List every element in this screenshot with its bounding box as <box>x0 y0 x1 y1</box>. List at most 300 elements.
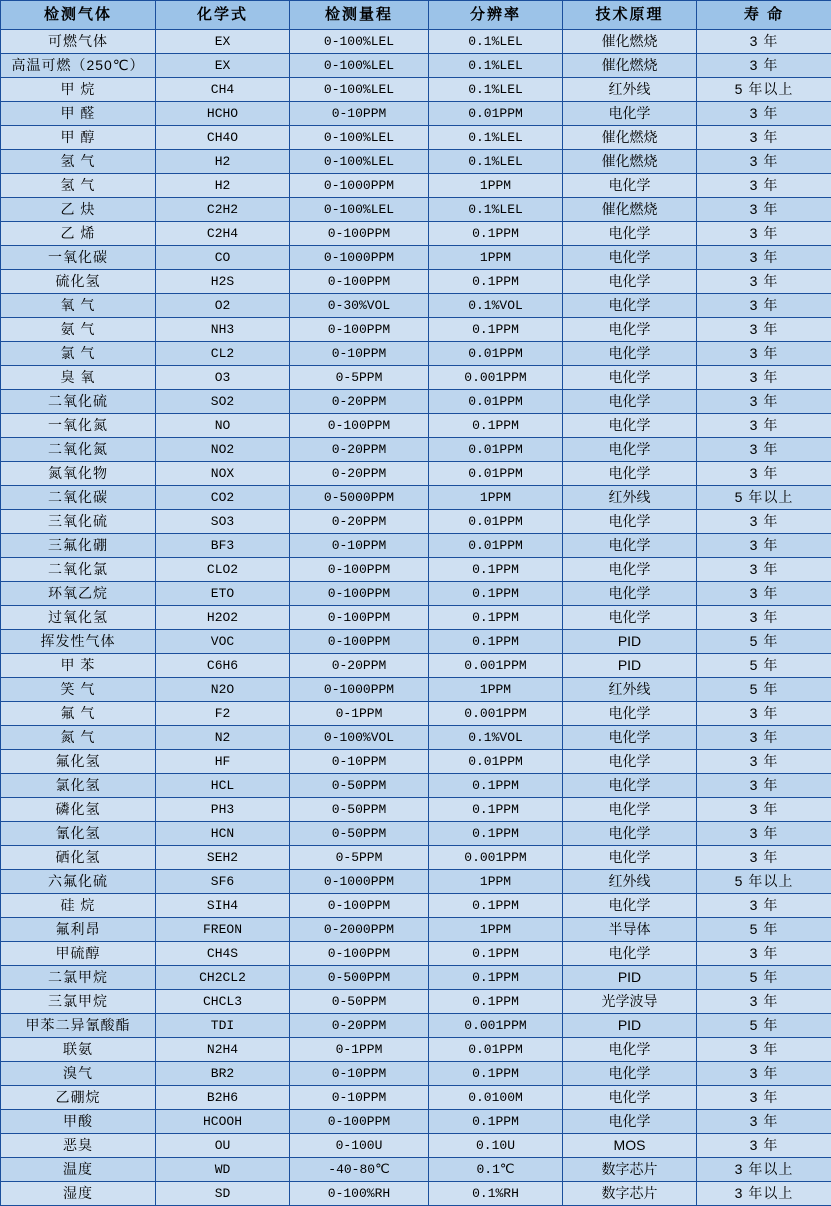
cell-technology: 电化学 <box>563 1086 697 1110</box>
cell-resolution: 0.1PPM <box>429 774 563 798</box>
cell-gas-name: 乙 烯 <box>1 222 156 246</box>
cell-detection-range: 0-10PPM <box>290 1062 429 1086</box>
table-row <box>1 318 831 342</box>
cell-detection-range: 0-100PPM <box>290 270 429 294</box>
cell-lifespan: 3 年 <box>697 462 831 486</box>
cell-chemical-formula: SD <box>156 1182 290 1206</box>
cell-lifespan: 3 年 <box>697 198 831 222</box>
cell-detection-range: 0-100PPM <box>290 942 429 966</box>
table-row <box>1 702 831 726</box>
cell-resolution: 1PPM <box>429 174 563 198</box>
cell-technology: 电化学 <box>563 582 697 606</box>
cell-lifespan: 3 年 <box>697 582 831 606</box>
cell-gas-name: 高温可燃（250℃） <box>1 54 156 78</box>
table-row <box>1 150 831 174</box>
cell-resolution: 1PPM <box>429 246 563 270</box>
cell-resolution: 0.001PPM <box>429 654 563 678</box>
cell-detection-range: 0-1000PPM <box>290 870 429 894</box>
table-row <box>1 366 831 390</box>
cell-lifespan: 3 年 <box>697 54 831 78</box>
cell-chemical-formula: H2 <box>156 174 290 198</box>
cell-chemical-formula: N2O <box>156 678 290 702</box>
table-row <box>1 1014 831 1038</box>
cell-lifespan: 3 年 <box>697 270 831 294</box>
table-row <box>1 726 831 750</box>
cell-technology: MOS <box>563 1134 697 1158</box>
cell-chemical-formula: CH4O <box>156 126 290 150</box>
cell-chemical-formula: CO2 <box>156 486 290 510</box>
cell-resolution: 0.001PPM <box>429 1014 563 1038</box>
cell-detection-range: 0-1000PPM <box>290 678 429 702</box>
cell-gas-name: 三氧化硫 <box>1 510 156 534</box>
cell-lifespan: 3 年以上 <box>697 1182 831 1206</box>
cell-lifespan: 5 年以上 <box>697 78 831 102</box>
cell-detection-range: 0-100PPM <box>290 558 429 582</box>
cell-technology: 电化学 <box>563 846 697 870</box>
cell-chemical-formula: EX <box>156 30 290 54</box>
cell-chemical-formula: H2 <box>156 150 290 174</box>
cell-detection-range: 0-100PPM <box>290 606 429 630</box>
cell-lifespan: 3 年 <box>697 822 831 846</box>
cell-chemical-formula: NH3 <box>156 318 290 342</box>
cell-lifespan: 3 年 <box>697 126 831 150</box>
cell-detection-range: 0-1000PPM <box>290 174 429 198</box>
cell-gas-name: 甲苯二异氰酸酯 <box>1 1014 156 1038</box>
cell-lifespan: 3 年 <box>697 294 831 318</box>
cell-lifespan: 3 年 <box>697 798 831 822</box>
cell-lifespan: 3 年 <box>697 222 831 246</box>
cell-resolution: 0.01PPM <box>429 510 563 534</box>
cell-resolution: 0.1PPM <box>429 966 563 990</box>
cell-detection-range: 0-5000PPM <box>290 486 429 510</box>
cell-detection-range: 0-100%LEL <box>290 54 429 78</box>
cell-technology: 电化学 <box>563 246 697 270</box>
cell-gas-name: 六氟化硫 <box>1 870 156 894</box>
table-row <box>1 1038 831 1062</box>
column-header-lifespan: 寿 命 <box>697 1 831 30</box>
cell-chemical-formula: HCHO <box>156 102 290 126</box>
cell-resolution: 0.1PPM <box>429 606 563 630</box>
cell-gas-name: 氯 气 <box>1 342 156 366</box>
cell-detection-range: 0-500PPM <box>290 966 429 990</box>
table-row <box>1 198 831 222</box>
cell-gas-name: 甲酸 <box>1 1110 156 1134</box>
cell-chemical-formula: PH3 <box>156 798 290 822</box>
cell-technology: 电化学 <box>563 1062 697 1086</box>
cell-lifespan: 3 年 <box>697 342 831 366</box>
cell-chemical-formula: CHCL3 <box>156 990 290 1014</box>
cell-lifespan: 3 年 <box>697 702 831 726</box>
cell-gas-name: 三氟化硼 <box>1 534 156 558</box>
cell-technology: 红外线 <box>563 870 697 894</box>
cell-lifespan: 3 年 <box>697 990 831 1014</box>
cell-detection-range: 0-20PPM <box>290 510 429 534</box>
cell-gas-name: 过氧化氢 <box>1 606 156 630</box>
cell-resolution: 0.1PPM <box>429 318 563 342</box>
cell-technology: 电化学 <box>563 174 697 198</box>
table-row <box>1 918 831 942</box>
cell-chemical-formula: HCL <box>156 774 290 798</box>
cell-resolution: 0.1%VOL <box>429 294 563 318</box>
table-row <box>1 1110 831 1134</box>
cell-gas-name: 可燃气体 <box>1 30 156 54</box>
cell-gas-name: 氨 气 <box>1 318 156 342</box>
cell-detection-range: 0-10PPM <box>290 750 429 774</box>
cell-technology: 电化学 <box>563 750 697 774</box>
cell-technology: 电化学 <box>563 822 697 846</box>
cell-lifespan: 3 年 <box>697 1038 831 1062</box>
table-row <box>1 54 831 78</box>
cell-chemical-formula: H2O2 <box>156 606 290 630</box>
cell-gas-name: 三氯甲烷 <box>1 990 156 1014</box>
cell-gas-name: 一氧化碳 <box>1 246 156 270</box>
cell-gas-name: 环氧乙烷 <box>1 582 156 606</box>
cell-gas-name: 氮 气 <box>1 726 156 750</box>
cell-chemical-formula: CO <box>156 246 290 270</box>
cell-detection-range: 0-100PPM <box>290 318 429 342</box>
table-row <box>1 1086 831 1110</box>
table-row <box>1 582 831 606</box>
cell-technology: 电化学 <box>563 702 697 726</box>
table-row <box>1 270 831 294</box>
cell-resolution: 0.1PPM <box>429 270 563 294</box>
cell-technology: 催化燃烧 <box>563 30 697 54</box>
cell-technology: 电化学 <box>563 438 697 462</box>
cell-lifespan: 3 年 <box>697 846 831 870</box>
cell-lifespan: 3 年 <box>697 150 831 174</box>
cell-technology: 催化燃烧 <box>563 150 697 174</box>
table-row <box>1 846 831 870</box>
cell-detection-range: 0-5PPM <box>290 846 429 870</box>
cell-technology: 半导体 <box>563 918 697 942</box>
cell-gas-name: 溴气 <box>1 1062 156 1086</box>
cell-technology: 光学波导 <box>563 990 697 1014</box>
table-row <box>1 678 831 702</box>
column-header-chemical-formula: 化学式 <box>156 1 290 30</box>
cell-gas-name: 臭 氧 <box>1 366 156 390</box>
cell-resolution: 0.10U <box>429 1134 563 1158</box>
cell-chemical-formula: VOC <box>156 630 290 654</box>
table-row <box>1 798 831 822</box>
cell-gas-name: 硫化氢 <box>1 270 156 294</box>
cell-chemical-formula: FREON <box>156 918 290 942</box>
table-row <box>1 822 831 846</box>
cell-gas-name: 氯化氢 <box>1 774 156 798</box>
cell-lifespan: 3 年 <box>697 558 831 582</box>
cell-technology: 电化学 <box>563 414 697 438</box>
cell-technology: PID <box>563 654 697 678</box>
cell-detection-range: 0-10PPM <box>290 342 429 366</box>
table-row <box>1 510 831 534</box>
cell-detection-range: 0-50PPM <box>290 774 429 798</box>
cell-chemical-formula: CH4S <box>156 942 290 966</box>
cell-resolution: 0.01PPM <box>429 390 563 414</box>
cell-gas-name: 甲 醛 <box>1 102 156 126</box>
cell-chemical-formula: OU <box>156 1134 290 1158</box>
cell-chemical-formula: C2H4 <box>156 222 290 246</box>
table-row <box>1 1158 831 1182</box>
cell-technology: 催化燃烧 <box>563 54 697 78</box>
cell-technology: 电化学 <box>563 558 697 582</box>
cell-chemical-formula: B2H6 <box>156 1086 290 1110</box>
cell-chemical-formula: N2H4 <box>156 1038 290 1062</box>
cell-resolution: 0.1PPM <box>429 558 563 582</box>
cell-chemical-formula: NO <box>156 414 290 438</box>
cell-technology: 催化燃烧 <box>563 198 697 222</box>
cell-resolution: 0.1PPM <box>429 894 563 918</box>
table-row <box>1 1134 831 1158</box>
cell-chemical-formula: EX <box>156 54 290 78</box>
table-row <box>1 630 831 654</box>
cell-gas-name: 氰化氢 <box>1 822 156 846</box>
cell-resolution: 0.1PPM <box>429 942 563 966</box>
cell-technology: 红外线 <box>563 78 697 102</box>
cell-chemical-formula: SEH2 <box>156 846 290 870</box>
table-row <box>1 462 831 486</box>
cell-detection-range: 0-50PPM <box>290 798 429 822</box>
cell-resolution: 0.01PPM <box>429 102 563 126</box>
cell-lifespan: 3 年 <box>697 1134 831 1158</box>
cell-gas-name: 温度 <box>1 1158 156 1182</box>
cell-lifespan: 3 年 <box>697 246 831 270</box>
cell-chemical-formula: NOX <box>156 462 290 486</box>
cell-chemical-formula: O2 <box>156 294 290 318</box>
cell-resolution: 0.1PPM <box>429 1110 563 1134</box>
cell-technology: 电化学 <box>563 774 697 798</box>
cell-chemical-formula: BR2 <box>156 1062 290 1086</box>
cell-gas-name: 甲 醇 <box>1 126 156 150</box>
cell-gas-name: 硅 烷 <box>1 894 156 918</box>
cell-chemical-formula: HF <box>156 750 290 774</box>
cell-resolution: 0.01PPM <box>429 1038 563 1062</box>
cell-detection-range: 0-100PPM <box>290 222 429 246</box>
table-row <box>1 174 831 198</box>
cell-resolution: 0.01PPM <box>429 534 563 558</box>
cell-chemical-formula: TDI <box>156 1014 290 1038</box>
table-row <box>1 390 831 414</box>
table-row <box>1 246 831 270</box>
cell-technology: 电化学 <box>563 798 697 822</box>
cell-chemical-formula: HCOOH <box>156 1110 290 1134</box>
cell-lifespan: 5 年 <box>697 918 831 942</box>
cell-gas-name: 氢 气 <box>1 150 156 174</box>
cell-lifespan: 3 年 <box>697 750 831 774</box>
cell-technology: PID <box>563 630 697 654</box>
cell-gas-name: 二氯甲烷 <box>1 966 156 990</box>
cell-chemical-formula: ETO <box>156 582 290 606</box>
cell-chemical-formula: N2 <box>156 726 290 750</box>
cell-lifespan: 3 年 <box>697 894 831 918</box>
cell-detection-range: -40-80℃ <box>290 1158 429 1182</box>
cell-gas-name: 乙硼烷 <box>1 1086 156 1110</box>
cell-detection-range: 0-10PPM <box>290 1086 429 1110</box>
cell-detection-range: 0-100%VOL <box>290 726 429 750</box>
cell-lifespan: 3 年 <box>697 534 831 558</box>
cell-detection-range: 0-1PPM <box>290 702 429 726</box>
cell-resolution: 0.01PPM <box>429 438 563 462</box>
cell-chemical-formula: O3 <box>156 366 290 390</box>
cell-detection-range: 0-50PPM <box>290 990 429 1014</box>
table-row <box>1 1062 831 1086</box>
cell-technology: 电化学 <box>563 390 697 414</box>
cell-technology: 数字芯片 <box>563 1158 697 1182</box>
cell-gas-name: 磷化氢 <box>1 798 156 822</box>
cell-technology: 电化学 <box>563 510 697 534</box>
cell-resolution: 0.1PPM <box>429 222 563 246</box>
cell-lifespan: 3 年 <box>697 174 831 198</box>
cell-technology: 电化学 <box>563 342 697 366</box>
cell-detection-range: 0-20PPM <box>290 462 429 486</box>
table-header <box>1 1 831 30</box>
cell-resolution: 0.1%LEL <box>429 54 563 78</box>
table-row <box>1 222 831 246</box>
cell-detection-range: 0-100U <box>290 1134 429 1158</box>
cell-resolution: 0.1PPM <box>429 798 563 822</box>
column-header-detection-range: 检测量程 <box>290 1 429 30</box>
cell-lifespan: 3 年 <box>697 606 831 630</box>
cell-technology: 电化学 <box>563 534 697 558</box>
cell-technology: 电化学 <box>563 462 697 486</box>
cell-resolution: 0.1%LEL <box>429 78 563 102</box>
cell-gas-name: 笑 气 <box>1 678 156 702</box>
cell-technology: 电化学 <box>563 1110 697 1134</box>
cell-detection-range: 0-1000PPM <box>290 246 429 270</box>
cell-lifespan: 3 年 <box>697 318 831 342</box>
cell-technology: 数字芯片 <box>563 1182 697 1206</box>
cell-chemical-formula: CL2 <box>156 342 290 366</box>
cell-lifespan: 3 年 <box>697 366 831 390</box>
cell-gas-name: 二氧化硫 <box>1 390 156 414</box>
cell-resolution: 0.1PPM <box>429 582 563 606</box>
table-row <box>1 774 831 798</box>
cell-resolution: 0.1PPM <box>429 990 563 1014</box>
table-row <box>1 486 831 510</box>
cell-resolution: 0.001PPM <box>429 702 563 726</box>
cell-resolution: 1PPM <box>429 870 563 894</box>
table-row <box>1 1182 831 1206</box>
cell-gas-name: 挥发性气体 <box>1 630 156 654</box>
cell-technology: 电化学 <box>563 294 697 318</box>
cell-technology: 红外线 <box>563 486 697 510</box>
cell-detection-range: 0-100%RH <box>290 1182 429 1206</box>
table-row <box>1 654 831 678</box>
cell-technology: PID <box>563 966 697 990</box>
cell-lifespan: 3 年 <box>697 1086 831 1110</box>
cell-lifespan: 5 年 <box>697 678 831 702</box>
cell-chemical-formula: H2S <box>156 270 290 294</box>
column-header-technology: 技术原理 <box>563 1 697 30</box>
cell-lifespan: 3 年 <box>697 30 831 54</box>
cell-gas-name: 恶臭 <box>1 1134 156 1158</box>
cell-resolution: 0.1%LEL <box>429 30 563 54</box>
cell-technology: 电化学 <box>563 1038 697 1062</box>
cell-detection-range: 0-100PPM <box>290 414 429 438</box>
cell-chemical-formula: SF6 <box>156 870 290 894</box>
cell-detection-range: 0-30%VOL <box>290 294 429 318</box>
cell-chemical-formula: CH2CL2 <box>156 966 290 990</box>
cell-detection-range: 0-20PPM <box>290 390 429 414</box>
cell-lifespan: 5 年 <box>697 966 831 990</box>
cell-detection-range: 0-100PPM <box>290 630 429 654</box>
table-row <box>1 894 831 918</box>
cell-technology: PID <box>563 1014 697 1038</box>
cell-technology: 电化学 <box>563 366 697 390</box>
cell-gas-name: 氟利昂 <box>1 918 156 942</box>
cell-chemical-formula: F2 <box>156 702 290 726</box>
cell-lifespan: 3 年 <box>697 774 831 798</box>
cell-gas-name: 二氧化氯 <box>1 558 156 582</box>
cell-gas-name: 氢 气 <box>1 174 156 198</box>
cell-chemical-formula: SO3 <box>156 510 290 534</box>
cell-resolution: 1PPM <box>429 678 563 702</box>
table-row <box>1 750 831 774</box>
cell-detection-range: 0-10PPM <box>290 102 429 126</box>
cell-detection-range: 0-100%LEL <box>290 78 429 102</box>
cell-detection-range: 0-2000PPM <box>290 918 429 942</box>
cell-gas-name: 氟 气 <box>1 702 156 726</box>
cell-chemical-formula: NO2 <box>156 438 290 462</box>
cell-technology: 电化学 <box>563 726 697 750</box>
table-row <box>1 990 831 1014</box>
cell-lifespan: 3 年 <box>697 1062 831 1086</box>
cell-lifespan: 5 年 <box>697 1014 831 1038</box>
table-row <box>1 870 831 894</box>
cell-lifespan: 3 年 <box>697 438 831 462</box>
cell-detection-range: 0-100PPM <box>290 582 429 606</box>
cell-chemical-formula: C2H2 <box>156 198 290 222</box>
cell-chemical-formula: HCN <box>156 822 290 846</box>
cell-resolution: 0.0100M <box>429 1086 563 1110</box>
cell-gas-name: 氧 气 <box>1 294 156 318</box>
cell-lifespan: 3 年 <box>697 942 831 966</box>
cell-detection-range: 0-20PPM <box>290 654 429 678</box>
cell-gas-name: 甲硫醇 <box>1 942 156 966</box>
cell-lifespan: 3 年 <box>697 726 831 750</box>
cell-resolution: 0.1%VOL <box>429 726 563 750</box>
cell-lifespan: 3 年 <box>697 1110 831 1134</box>
cell-technology: 电化学 <box>563 222 697 246</box>
table-row <box>1 534 831 558</box>
cell-gas-name: 甲 苯 <box>1 654 156 678</box>
cell-chemical-formula: SIH4 <box>156 894 290 918</box>
cell-resolution: 0.1%RH <box>429 1182 563 1206</box>
cell-gas-name: 氮氧化物 <box>1 462 156 486</box>
cell-chemical-formula: WD <box>156 1158 290 1182</box>
cell-technology: 电化学 <box>563 894 697 918</box>
cell-resolution: 0.1%LEL <box>429 150 563 174</box>
cell-lifespan: 5 年 <box>697 654 831 678</box>
table-row <box>1 942 831 966</box>
cell-gas-name: 二氧化氮 <box>1 438 156 462</box>
cell-resolution: 0.01PPM <box>429 342 563 366</box>
table-body <box>1 30 831 1206</box>
table-row <box>1 438 831 462</box>
cell-technology: 催化燃烧 <box>563 126 697 150</box>
cell-gas-name: 联氨 <box>1 1038 156 1062</box>
cell-technology: 电化学 <box>563 942 697 966</box>
cell-detection-range: 0-10PPM <box>290 534 429 558</box>
cell-detection-range: 0-100%LEL <box>290 30 429 54</box>
cell-lifespan: 5 年以上 <box>697 486 831 510</box>
cell-lifespan: 3 年 <box>697 102 831 126</box>
column-header-resolution: 分辨率 <box>429 1 563 30</box>
table-row <box>1 966 831 990</box>
cell-resolution: 0.1PPM <box>429 1062 563 1086</box>
cell-detection-range: 0-100PPM <box>290 1110 429 1134</box>
cell-resolution: 0.001PPM <box>429 846 563 870</box>
table-row <box>1 78 831 102</box>
cell-resolution: 0.1℃ <box>429 1158 563 1182</box>
